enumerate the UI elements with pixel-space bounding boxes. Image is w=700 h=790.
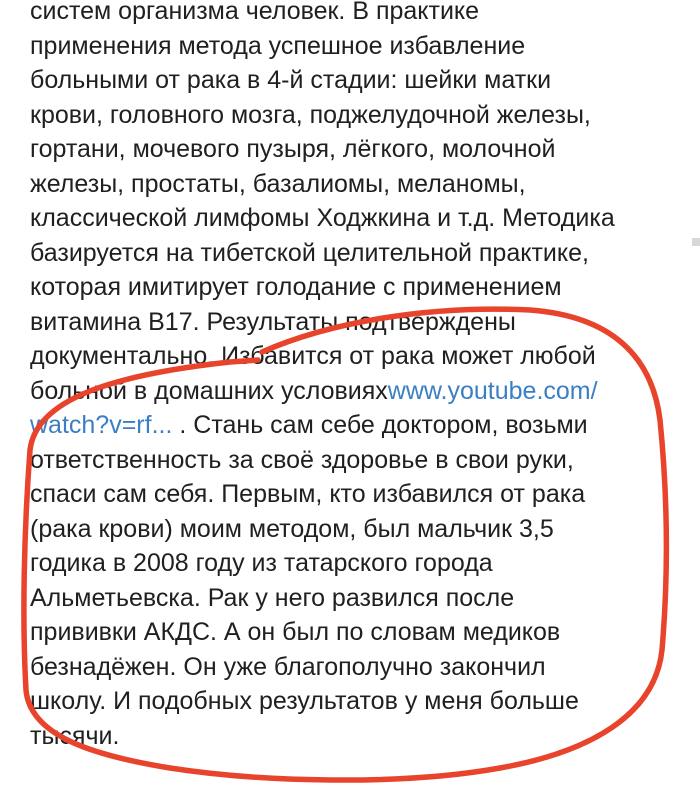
text-line: ответственность за своё здоровье в свои руки,: [30, 445, 574, 474]
text-line: Альметьевска. Рак у него развился после: [30, 583, 515, 612]
post-text: [30, 0, 670, 753]
text-line: систем организма человек. В практике: [30, 0, 480, 25]
text-line: школу. И подобных результатов у меня больше: [30, 687, 579, 715]
text-line: (рака крови) моим методом, был мальчик 3,5: [30, 514, 554, 543]
text-line: базируется на тибетской целительной практике,: [30, 238, 589, 267]
youtube-link-part2[interactable]: watch?v=rf...: [30, 411, 173, 439]
text-line: гортани, мочевого пузыря, лёгкого, молочной: [30, 135, 556, 163]
text-line-with-link: [30, 374, 670, 409]
text-line: которая имитирует голодание с применением: [30, 273, 562, 301]
text-line: спаси сам себя. Первым, кто избавился от рака: [30, 480, 586, 508]
text-line: тысячи.: [30, 721, 120, 750]
text-line: применения метода успешное избавление: [30, 31, 526, 60]
youtube-link-part1[interactable]: www.youtube.com/: [387, 376, 598, 405]
text-line: годика в 2008 году из татарского города: [30, 549, 493, 577]
text-line: классической лимфомы Ходжкина и т.д. Методика: [30, 204, 615, 232]
text-line: прививки АКДС. А он был по словам медиков: [30, 618, 561, 646]
text-line: больными от рака в 4-й стадии: шейки матки: [30, 66, 552, 94]
text-line: крови, головного мозга, поджелудочной железы,: [30, 100, 591, 129]
text-line: документально. Избавится от рака может любой: [30, 342, 596, 370]
text-fragment: . Стань сам себе доктором, возьми: [172, 411, 588, 439]
text-line: витамина В17. Результаты подтверждены: [30, 307, 516, 336]
text-line: безнадёжен. Он уже благополучно закончил: [30, 652, 546, 681]
text-fragment: больной в домашних условиях: [30, 376, 388, 405]
scroll-indicator: [692, 238, 700, 246]
text-line: железы, простаты, базалиомы, меланомы,: [30, 169, 526, 198]
text-line-with-link: [30, 408, 670, 443]
